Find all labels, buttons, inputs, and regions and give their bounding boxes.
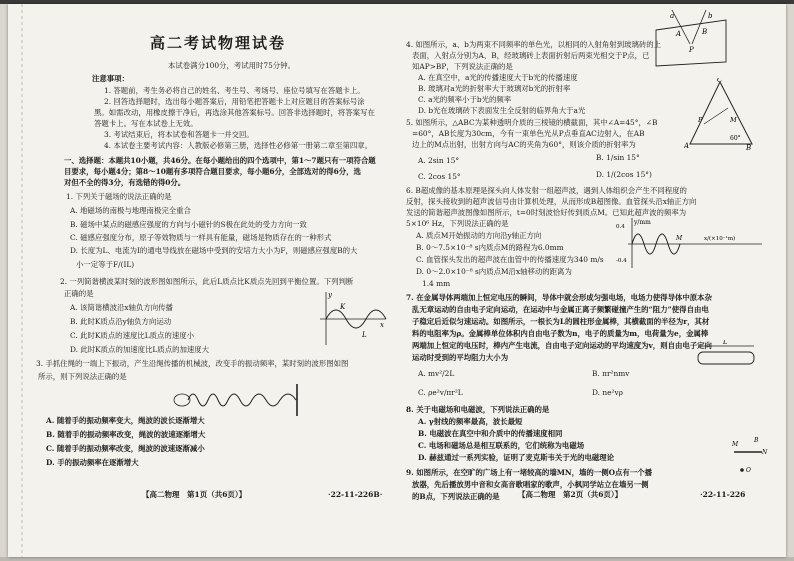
q3-stem: 3. 手抓住绳的一端上下振动，产生沿绳传播的机械波，改变手的振动频率，某时刻的波形图如图 (36, 359, 349, 368)
page-1-code: ·22-11-226B· (328, 490, 383, 499)
q9-b-label: B (754, 437, 759, 444)
page-1 (30, 4, 390, 557)
q6-stem: 发送的简谐超声波图像如图所示，t=0时刻波恰好传到质点M。已知此超声波的频率为 (406, 208, 687, 217)
q7-stem: 料的电阻率为ρ。金属棒单位体积内自由电子数为n，电子的质量为m，电荷量为e，金属棒 (412, 329, 709, 338)
q5-stem: =60°，AB长度为30cm，今有一束单色光从P点垂直AC边射入，在AB (412, 129, 645, 138)
q1-option: A. 地磁场的南极与地理南极完全重合 (70, 206, 191, 215)
q6-stem: 6. B超成像的基本原理是探头向人体发射一组超声波，遇到人体组织会产生不同程度的 (406, 186, 687, 195)
q2-option: C. 此时K质点的速度比L质点的速度小 (70, 331, 194, 340)
q4-glass-figure (652, 8, 730, 68)
q2-option: A. 该简谐横波沿x轴负方向传播 (70, 303, 173, 312)
q5-c-label: C (717, 78, 723, 84)
q3-option: C. 随着手的振动频率改变，绳波的波速逐渐减小 (46, 444, 205, 453)
q5-option: C. 2cos 15° (418, 172, 461, 181)
scan-bottom-edge (0, 557, 794, 561)
section-heading: 一、选择题：本题共10小题，共46分。在每小题给出的四个选项中，第1～7题只有一项符合题 (64, 156, 376, 165)
q6-stem: 反射，探头接收到的超声波信号由计算机处理，从而形成B超图像。血管探头沿x轴正方向 (406, 197, 697, 206)
q4-a-label: a (670, 12, 675, 20)
q7-option: B. πr²nmv (592, 369, 630, 378)
q5-option: B. 1/sin 15° (596, 153, 640, 162)
q7-stem: 两端加上恒定的电压时，棒内产生电流，自由电子定向运动的平均速度为v，则自由电子定向 (412, 341, 712, 350)
q6-y-label: y/mm (634, 219, 651, 226)
q7-option: D. ne²vρ (592, 388, 623, 397)
section-heading: 目要求，每小题4分；第8～10题有多项符合题目要求，每小题6分，全部选对的得6分，选 (64, 167, 361, 176)
q3-rope-figure (168, 380, 308, 420)
q5-m-label: M (730, 116, 737, 124)
q6-top-tick: 0.4 (616, 224, 625, 230)
q5-option: D. 1/(2cos 15°) (596, 170, 652, 179)
q2-y-label: y (328, 291, 332, 299)
q2-wave-figure (316, 289, 390, 349)
q7-l-label: L (723, 340, 728, 346)
note-line: 答题卡上。写在本试卷上无效。 (94, 119, 198, 128)
q6-m-label: M (676, 235, 683, 242)
q2-x-label: x (380, 321, 384, 329)
q9-stem: 9. 如图所示，在空旷的广场上有一堵较高的墙MN，墙的一侧O点有一个播 (406, 468, 652, 477)
q6-option: C. 血管探头发出的超声波在血管中的传播速度为340 m/s (416, 255, 604, 264)
q4-option: B. 玻璃对a光的折射率大于玻璃对b光的折射率 (418, 84, 571, 93)
q4-b-label: b (708, 12, 713, 20)
note-line: 黑。如需改动，用橡皮擦干净后，再选涂其他答案标号。回答非选择题时，将答案写在 (94, 108, 375, 117)
q9-m-label: M (732, 441, 739, 448)
q8-option: D. 赫兹通过一系列实验，证明了麦克斯韦关于光的电磁理论 (418, 453, 615, 462)
q9-o-label: O (746, 467, 751, 474)
q8-option: C. 电场和磁场总是相互联系的，它们统称为电磁场 (418, 441, 585, 450)
q5-prism-figure (684, 78, 756, 150)
q3-option: B. 随着手的振动频率改变，绳波的波速逐渐增大 (46, 430, 206, 439)
section-heading: 对但不全的得3分，有选错的得0分。 (64, 178, 186, 187)
q1-option: 小一定等于F/(IL) (76, 260, 135, 269)
q4-option: D. b光在玻璃砖下表面发生全反射的临界角大于a光 (418, 106, 586, 115)
q7-stem: 子稳定后近似匀速运动。如图所示，一根长为L的圆柱形金属棒，其横截面的半径为r，其材 (412, 317, 710, 326)
page-2-footer: 【高二物理 第2页（共6页）】 (518, 490, 623, 499)
q2-l-label: L (362, 331, 367, 339)
q6-ultrasound-figure (616, 216, 766, 270)
q8-option: A. γ射线的频率最高，波长最短 (418, 417, 523, 426)
q5-stem: 边上的M点出射，出射方向与AC的夹角为60°，则该介质的折射率为 (412, 140, 636, 149)
q4-stem: 4. 如图所示，a、b为两束不同频率的单色光，以相同的入射角射到玻璃砖的上 (406, 40, 662, 49)
q4-p-label: P (689, 46, 694, 54)
q2-stem: 2. 一列简谐横波某时刻的波形图如图所示，此后L质点比K质点先回到平衡位置。下列判断 (60, 277, 354, 286)
note-line: 3. 考试结束后，将本试卷和答题卡一并交回。 (104, 130, 254, 139)
q9-n-label: N (762, 449, 768, 456)
q5-angle-label: 60° (730, 135, 741, 142)
q9-stem: 放器，先后播放男中音和女高音歌唱家的歌声，小枫同学站立在墙另一侧 (412, 480, 649, 489)
page-2-code: ·22-11-226 (700, 490, 746, 499)
page-2 (406, 4, 776, 557)
q6-option: D. 0～2.0×10⁻⁸ s内质点M沿x轴移动的距离为 (416, 267, 572, 276)
q9-wall-figure (732, 434, 772, 478)
q4-stem: 表面，入射点分别为A、B，经玻璃砖上表面折射后两束光相交于P点，已 (412, 51, 650, 60)
q7-option: A. mv²/2L (418, 369, 455, 378)
note-line: 4. 本试卷主要考试内容：人教版必修第三册，选择性必修第一册第二章至第四章。 (104, 141, 373, 150)
q2-stem: 正确的是 (64, 289, 94, 298)
q7-stem: 7. 在金属导体两端加上恒定电压的瞬间，导体中就会形成匀强电场，电场力使得导体中原本杂 (406, 293, 712, 302)
q6-stem: 5×10⁶ Hz，下列说法正确的是 (406, 219, 509, 228)
q6-option: B. 0～7.5×10⁻⁸ s内质点M的路程为6.0mm (416, 243, 564, 252)
exam-info: 本试卷满分100分，考试用时75分钟。 (168, 61, 295, 70)
q7-stem: 运动时受到的平均阻力大小为 (412, 353, 509, 362)
q9-stem: 的B点，下列说法正确的是 (412, 492, 500, 501)
page-1-footer: 【高二物理 第1页（共6页）】 (142, 490, 247, 499)
q4-stem: 知AP>BP，下列说法正确的是 (412, 62, 513, 71)
q7-stem: 乱无章运动的自由电子定向运动，在运动中与金属正离子频繁碰撞产生的“阻力”使得自由电 (412, 305, 709, 314)
q8-stem: 8. 关于电磁场和电磁波，下列说法正确的是 (406, 405, 550, 414)
exam-sheet (8, 4, 786, 557)
q6-x-label: x/(×10⁻¹m) (704, 236, 736, 242)
q8-option: B. 电磁波在真空中和介质中的传播速度相同 (418, 429, 563, 438)
q3-option: D. 手的振动频率在逐渐增大 (46, 458, 139, 467)
q5-stem: 5. 如图所示，△ABC为某种透明介质的三棱镜的横截面，其中∠A=45°，∠B (406, 118, 658, 127)
q1-option: B. 磁场中某点的磁感应强度的方向与小磁针的S极在此处的受力方向一致 (70, 220, 307, 229)
q5-b-label: B (746, 144, 752, 150)
q3-option: A. 随着手的振动频率变大，绳波的波长逐渐增大 (46, 416, 205, 425)
q4-option: A. 在真空中，a光的传播速度大于b光的传播速度 (418, 73, 578, 82)
q1-option: C. 磁感应强度分布，原子等效物质与一样具有能量，磁场是物质存在的一种形式 (70, 233, 332, 242)
q2-k-label: K (340, 303, 346, 311)
q4-pointA-label: A (676, 30, 682, 38)
q6-option: 1.4 mm (422, 279, 451, 288)
q5-a-label: A (684, 142, 690, 150)
q2-option: D. 此时K质点的加速度比L质点的加速度大 (70, 345, 210, 354)
q3-stem: 所示，则下列说法正确的是 (38, 372, 127, 381)
exam-title: 高二考试物理试卷 (150, 34, 287, 52)
q4-option: C. a光的频率小于b光的频率 (418, 95, 512, 104)
note-line: 2. 回答选择题时，选出每小题答案后，用铅笔把答题卡上对应题目的答案标号涂 (104, 97, 365, 106)
note-line: 1. 答题前，考生务必将自己的姓名、考生号、考场号、座位号填写在答题卡上。 (104, 86, 365, 95)
q1-option: D. 长度为L、电流为I的通电导线放在磁场中受到的安培力大小为F，则磁感应强度B的大 (70, 246, 358, 255)
q1-stem: 1. 下列关于磁场的说法正确的是 (66, 192, 172, 201)
q7-option: C. ρe²v/πr²L (418, 388, 463, 397)
q2-option: B. 此时K质点沿y轴负方向运动 (70, 317, 172, 326)
binding-margin (8, 4, 30, 557)
q5-p-label: P (698, 116, 703, 124)
notes-heading: 注意事项： (92, 74, 129, 83)
q7-rod-figure (690, 340, 762, 370)
q4-pointB-label: B (702, 28, 708, 36)
q6-bottom-tick: -0.4 (616, 258, 627, 264)
q6-option: A. 质点M开始振动的方向沿y轴正方向 (416, 231, 542, 240)
q5-option: A. 2sin 15° (418, 156, 460, 165)
